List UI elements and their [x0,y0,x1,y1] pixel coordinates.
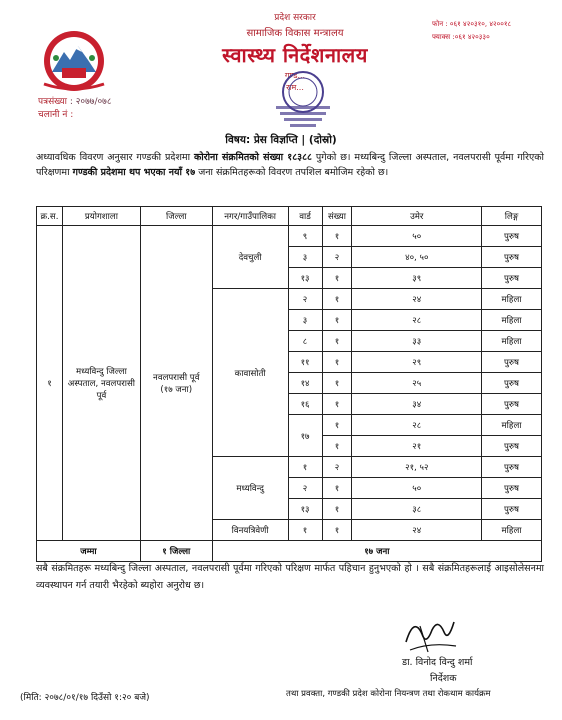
para-part-2: पुगेको छ। मध्यबिन्दु जिल्ला अस्पताल, नवलपरासी पूर्वमा गरिएको परिक्षणमा [36,152,545,178]
cell-count: १ [322,331,352,352]
reference-block [38,96,112,122]
cell-muni-devchuli: देवचुली [212,226,288,289]
signer-role: तथा प्रवक्ता, गण्डकी प्रदेश कोरोना नियन्त्रण तथा रोकथाम कार्यक्रम [286,689,491,699]
district-name: नवलपरासी पूर्व [153,373,200,383]
cell-ward: १ [288,520,322,541]
signer-title: निर्देशक [430,673,457,684]
cell-age: ३८ [352,499,482,520]
cell-ward: ८ [288,331,322,352]
cell-sex: पुरुष [482,373,542,394]
cell-muni-madhyabindu: मध्यविन्दु [212,457,288,520]
cell-count: १ [322,289,352,310]
cell-ward: ३ [288,247,322,268]
intro-paragraph [36,150,544,180]
header-district: जिल्ला [140,207,212,226]
cell-age: २८ [352,415,482,436]
patra-value: : २०७७/०७८ [69,97,112,107]
cell-count: १ [322,310,352,331]
letterhead-line-5: राम... [286,83,304,92]
cell-sex: महिला [482,331,542,352]
nepal-emblem-logo [34,28,114,94]
total-count: १७ जना [212,541,541,562]
cell-count: १ [322,226,352,247]
header-municipality: नगर/गाउँपालिका [212,207,288,226]
cell-sex: पुरुष [482,394,542,415]
cell-count: १ [322,478,352,499]
contact-phone: फोन : ०६१ ४२०३१०, ४२००१८ [432,20,512,28]
cell-sex: पुरुष [482,352,542,373]
cell-ward: २ [288,289,322,310]
para-part-3: जना संक्रमितहरूको विवरण तपशिल बमोजिम रहेको छ। [195,167,389,178]
header-lab: प्रयोगशाला [62,207,140,226]
signer-name: डा. विनोद विन्दु शर्मा [402,657,473,668]
patra-label: पत्रसंख्या [38,97,67,107]
cell-age: २१ [352,436,482,457]
cell-ward: २ [288,478,322,499]
table-header-row [37,207,542,226]
contact-info [432,18,511,44]
cell-lab: मध्यविन्दु जिल्ला अस्पताल, नवलपरासी पूर्व [62,226,140,541]
total-district: १ जिल्ला [140,541,212,562]
cell-count: १ [322,352,352,373]
signature [400,612,460,660]
header-ward: वार्ड [288,207,322,226]
cell-age: ४०, ५० [352,247,482,268]
cell-age: २१, ५२ [352,457,482,478]
cell-age: ५० [352,478,482,499]
letterhead-ministry: सामाजिक विकास मन्त्रालय [246,28,344,39]
para-part-1: अध्यावधिक विवरण अनुसार गण्डकी प्रदेशमा [36,152,194,163]
para-bold-1: कोरोना संक्रमितको संख्या १८३८८ [193,152,312,163]
cell-count: १ [322,436,352,457]
date-line: (मिति: २०७८/०१/१७ दिउँसो १:२० बजे) [20,693,150,703]
cell-ward: ९ [288,226,322,247]
cell-sex: पुरुष [482,247,542,268]
cell-sex: पुरुष [482,436,542,457]
cell-age: ३३ [352,331,482,352]
district-count: (१७ जना) [160,385,193,395]
cell-count: १ [322,268,352,289]
letterhead-directorate: स्वास्थ्य निर्देशनालय [222,43,368,67]
header-serial: क्र.स. [37,207,63,226]
letterhead-line-1: प्रदेश सरकार [274,13,316,23]
contact-fax: फ्याक्स :०६१ ४२०३३० [432,33,490,41]
subject-line: विषय: प्रेस विज्ञप्ति | (दोस्रो) [225,134,337,146]
cell-ward: ३ [288,310,322,331]
cell-sex: पुरुष [482,457,542,478]
cell-sex: महिला [482,289,542,310]
letterhead-line-4: गण्ड... [284,71,306,80]
cell-count: २ [322,457,352,478]
cases-table [36,206,542,562]
cell-age: २४ [352,520,482,541]
cell-count: १ [322,373,352,394]
cell-muni-binayi: विनयत्रिवेणी [212,520,288,541]
cell-sex: पुरुष [482,478,542,499]
cell-district [140,226,212,541]
cell-age: २४ [352,289,482,310]
header-age: उमेर [352,207,482,226]
cell-count: १ [322,394,352,415]
chalani-label: चलानी नं : [38,110,74,120]
table-row [37,226,542,247]
cell-sex: पुरुष [482,226,542,247]
cell-ward: ११ [288,352,322,373]
cell-sex: पुरुष [482,499,542,520]
header-count: संख्या [322,207,352,226]
cell-count: १ [322,520,352,541]
cell-ward: १३ [288,499,322,520]
cell-age: २९ [352,352,482,373]
cell-ward: १ [288,457,322,478]
cell-count: १ [322,499,352,520]
footer-note: सबै संक्रमितहरू मध्यबिन्दु जिल्ला अस्पताल, नवलपरासी पूर्वमा गरिएको परिक्षण मार्फत पहिचान हुनुभएको हो । सबै संक्रमितहरूलाई आइसोलेसनमा व्यवस्थापन गर्न तयारी भैरहेको ब्यहोरा अनुरोध छ। [36,563,544,591]
official-stamp [268,62,338,130]
para-bold-2: गण्डकी प्रदेशमा थप भएका नयाँ १७ [72,167,196,178]
cell-age: २५ [352,373,482,394]
table-total-row [37,541,542,562]
cell-ward: १७ [288,415,322,457]
cell-age: २८ [352,310,482,331]
cell-ward: १३ [288,268,322,289]
cell-ward: १६ [288,394,322,415]
cell-age: ५० [352,226,482,247]
cell-serial: १ [37,226,63,541]
cell-ward: १४ [288,373,322,394]
cell-sex: महिला [482,415,542,436]
cell-muni-kawasoti: कावासोती [212,289,288,457]
header-sex: लिङ्ग [482,207,542,226]
cell-count: १ [322,415,352,436]
cell-sex: महिला [482,310,542,331]
total-label: जम्मा [37,541,141,562]
cell-count: २ [322,247,352,268]
cell-sex: पुरुष [482,268,542,289]
cell-sex: महिला [482,520,542,541]
cell-age: ३९ [352,268,482,289]
cell-age: ३४ [352,394,482,415]
